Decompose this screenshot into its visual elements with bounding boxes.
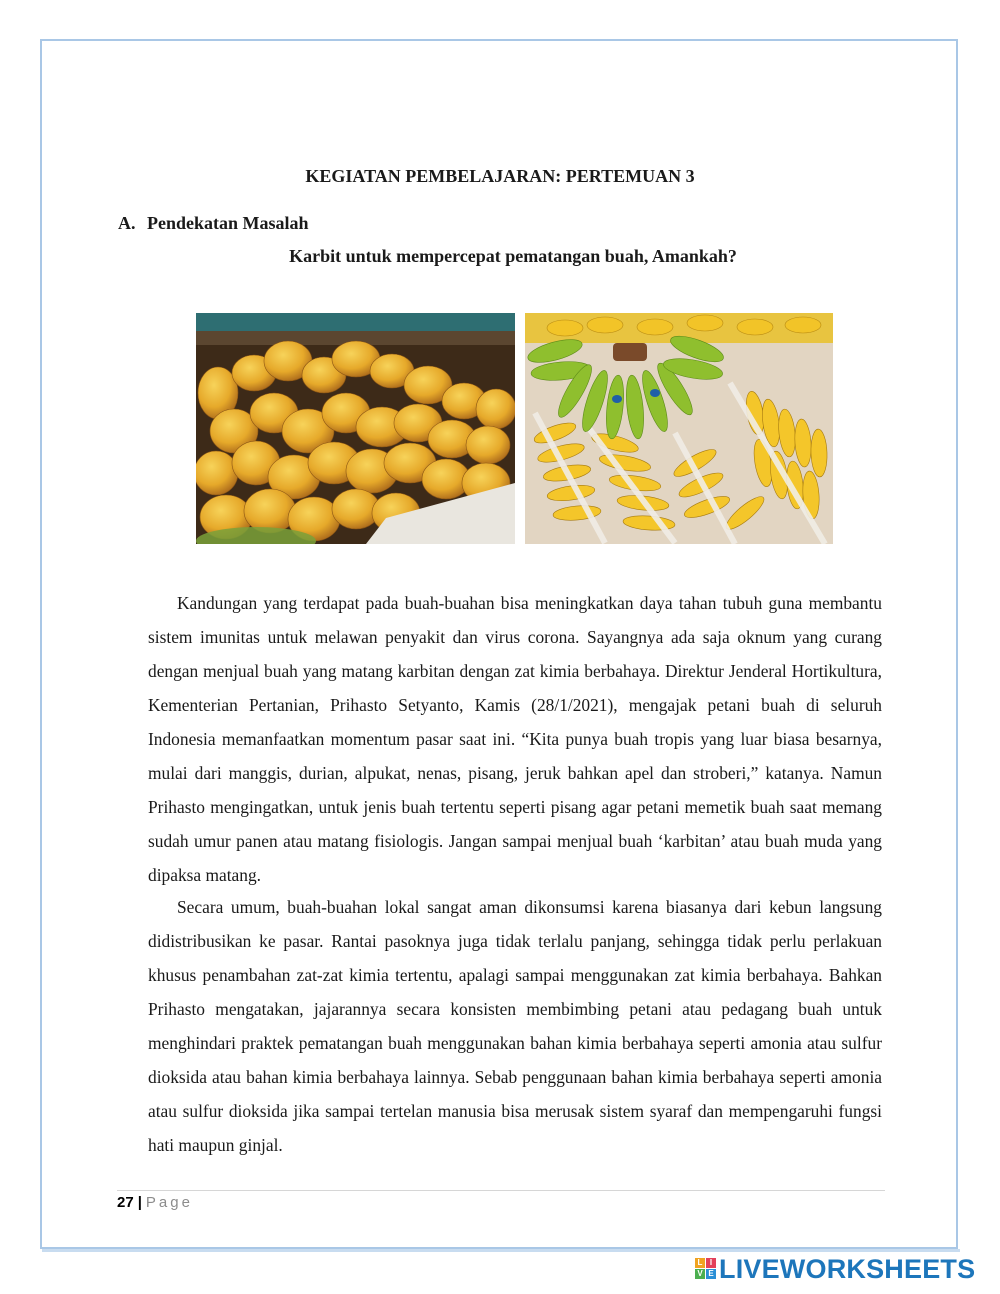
paragraph-1: Kandungan yang terdapat pada buah-buahan bisa meningkatkan daya tahan tubuh guna membantu sistem imunitas untuk melawan penyakit dan virus corona. Sayangnya ada saja oknum yang curang dengan menjual buah yang matang karbitan dengan zat kimia berbahaya. Direktur Jenderal Hortikultura, Kementerian Pertanian, Prihasto Setyanto, Kamis (28/1/2021), mengajak petani buah di seluruh Indonesia memanfaatkan momentum pasar saat ini. “Kita punya buah tropis yang luar biasa besarnya, mulai dari manggis, durian, alpukat, nenas, pisang, jeruk bahkan apel dan stroberi,” katanya. Namun Prihasto mengingatkan, untuk jenis buah tertentu seperti pisang agar petani memetik buah saat memang sudah umur panen atau matang fisiologis. Jangan sampai menjual buah ‘karbitan’ atau buah muda yang dipaksa matang. [148, 593, 882, 885]
article-body-1 [148, 586, 882, 892]
brand-mark-letter-1: L [695, 1258, 705, 1268]
brand-mark-letter-3: V [695, 1269, 705, 1279]
brand-mark-letter-2: I [706, 1258, 716, 1268]
page-label: Page [145, 1194, 193, 1211]
page-number: 27 [117, 1194, 134, 1211]
brand-mark-letter-4: E [706, 1269, 716, 1279]
section-heading [118, 213, 309, 234]
banana-image [525, 313, 833, 544]
section-number: A. [118, 213, 136, 233]
article-body-2 [148, 890, 882, 1162]
footer-divider [117, 1190, 885, 1191]
banana-photo [525, 313, 833, 544]
mango-photo [196, 313, 515, 544]
page-footer [117, 1194, 193, 1211]
page-title: KEGIATAN PEMBELAJARAN: PERTEMUAN 3 [305, 166, 695, 186]
mango-image [196, 313, 515, 544]
article-subtitle: Karbit untuk mempercepat pematangan buah, Amankah? [289, 246, 737, 266]
page-frame-shadow [42, 1249, 960, 1252]
liveworksheets-logo[interactable] [695, 1254, 975, 1284]
brand-name: LIVEWORKSHEETS [719, 1253, 976, 1284]
brand-mark-icon [695, 1258, 717, 1280]
paragraph-2: Secara umum, buah-buahan lokal sangat aman dikonsumsi karena biasanya dari kebun langsung didistribusikan ke pasar. Rantai pasoknya juga tidak terlalu panjang, sehingga tidak perlu perlakuan khusus penambahan zat-zat kimia tertentu, apalagi sampai menggunakan zat kimia berbahaya. Bahkan Prihasto mengatakan, jajarannya secara konsisten membimbing petani atau pedagang buah untuk menghindari praktek pematangan buah menggunakan bahan kimia berbahaya seperti amonia atau sulfur dioksida atau bahan kimia berbahaya lainnya. Sebab penggunaan bahan kimia berbahaya seperti amonia atau sulfur dioksida jika sampai tertelan manusia bisa merusak sistem syaraf dan mempengaruhi fungsi hati maupun ginjal. [148, 897, 882, 1155]
footer-separator: | [137, 1194, 142, 1211]
section-title: Pendekatan Masalah [147, 213, 309, 233]
